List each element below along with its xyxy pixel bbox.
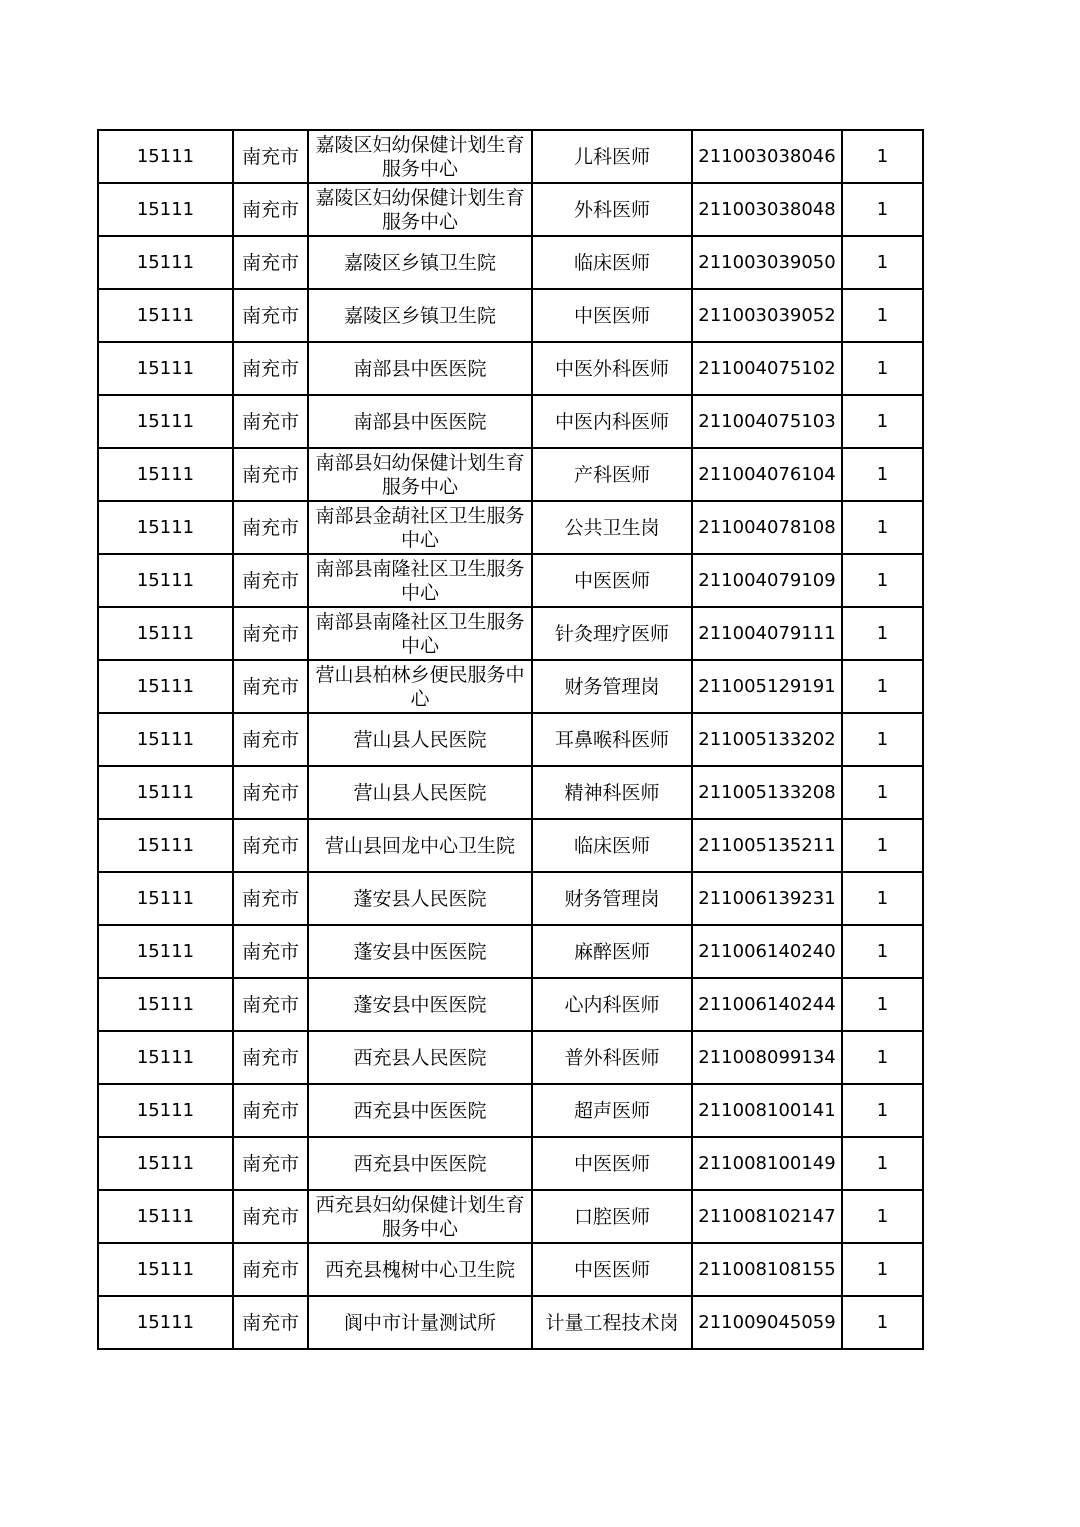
exam-code-cell: 15111 [98, 713, 233, 766]
unit-cell: 营山县回龙中心卫生院 [308, 819, 532, 872]
position-code-cell: 211005133202 [692, 713, 842, 766]
table-row [98, 1296, 923, 1349]
position-cell: 临床医师 [532, 236, 692, 289]
quota-cell: 1 [842, 1137, 923, 1190]
position-cell: 产科医师 [532, 448, 692, 501]
unit-cell: 西充县中医医院 [308, 1084, 532, 1137]
table-row [98, 289, 923, 342]
table-row [98, 607, 923, 660]
quota-cell: 1 [842, 395, 923, 448]
city-cell: 南充市 [233, 289, 308, 342]
position-cell: 口腔医师 [532, 1190, 692, 1243]
quota-cell: 1 [842, 925, 923, 978]
table-row [98, 766, 923, 819]
quota-cell: 1 [842, 766, 923, 819]
position-cell: 普外科医师 [532, 1031, 692, 1084]
unit-cell: 南部县中医医院 [308, 342, 532, 395]
quota-cell: 1 [842, 289, 923, 342]
position-code-cell: 211005135211 [692, 819, 842, 872]
position-code-cell: 211003039050 [692, 236, 842, 289]
position-cell: 中医内科医师 [532, 395, 692, 448]
unit-cell: 西充县人民医院 [308, 1031, 532, 1084]
position-code-cell: 211005133208 [692, 766, 842, 819]
city-cell: 南充市 [233, 713, 308, 766]
exam-code-cell: 15111 [98, 1190, 233, 1243]
quota-cell: 1 [842, 1243, 923, 1296]
table-row [98, 1243, 923, 1296]
exam-code-cell: 15111 [98, 872, 233, 925]
table-row [98, 872, 923, 925]
exam-code-cell: 15111 [98, 1296, 233, 1349]
exam-code-cell: 15111 [98, 766, 233, 819]
table-row [98, 342, 923, 395]
city-cell: 南充市 [233, 1296, 308, 1349]
job-table [97, 129, 924, 1350]
position-cell: 中医医师 [532, 289, 692, 342]
exam-code-cell: 15111 [98, 448, 233, 501]
exam-code-cell: 15111 [98, 554, 233, 607]
quota-cell: 1 [842, 1296, 923, 1349]
unit-cell: 营山县人民医院 [308, 713, 532, 766]
unit-cell: 蓬安县人民医院 [308, 872, 532, 925]
position-cell: 麻醉医师 [532, 925, 692, 978]
unit-cell: 南部县中医医院 [308, 395, 532, 448]
unit-cell: 南部县南隆社区卫生服务中心 [308, 554, 532, 607]
unit-cell: 南部县南隆社区卫生服务中心 [308, 607, 532, 660]
city-cell: 南充市 [233, 766, 308, 819]
position-cell: 精神科医师 [532, 766, 692, 819]
unit-cell: 嘉陵区妇幼保健计划生育服务中心 [308, 130, 532, 183]
city-cell: 南充市 [233, 1190, 308, 1243]
table-row [98, 1190, 923, 1243]
position-cell: 中医医师 [532, 1137, 692, 1190]
city-cell: 南充市 [233, 925, 308, 978]
city-cell: 南充市 [233, 1243, 308, 1296]
position-code-cell: 211004078108 [692, 501, 842, 554]
exam-code-cell: 15111 [98, 925, 233, 978]
table-row [98, 130, 923, 183]
position-code-cell: 211008108155 [692, 1243, 842, 1296]
exam-code-cell: 15111 [98, 183, 233, 236]
position-cell: 财务管理岗 [532, 660, 692, 713]
position-cell: 计量工程技术岗 [532, 1296, 692, 1349]
quota-cell: 1 [842, 130, 923, 183]
exam-code-cell: 15111 [98, 1137, 233, 1190]
table-row [98, 448, 923, 501]
quota-cell: 1 [842, 183, 923, 236]
city-cell: 南充市 [233, 130, 308, 183]
position-code-cell: 211008100141 [692, 1084, 842, 1137]
table-row [98, 554, 923, 607]
city-cell: 南充市 [233, 1137, 308, 1190]
exam-code-cell: 15111 [98, 1031, 233, 1084]
city-cell: 南充市 [233, 872, 308, 925]
table-row [98, 660, 923, 713]
quota-cell: 1 [842, 1084, 923, 1137]
job-table-body [98, 130, 923, 1349]
city-cell: 南充市 [233, 448, 308, 501]
table-row [98, 183, 923, 236]
quota-cell: 1 [842, 819, 923, 872]
exam-code-cell: 15111 [98, 342, 233, 395]
table-row [98, 236, 923, 289]
position-cell: 儿科医师 [532, 130, 692, 183]
position-cell: 公共卫生岗 [532, 501, 692, 554]
city-cell: 南充市 [233, 183, 308, 236]
unit-cell: 营山县人民医院 [308, 766, 532, 819]
position-cell: 超声医师 [532, 1084, 692, 1137]
quota-cell: 1 [842, 872, 923, 925]
position-cell: 中医外科医师 [532, 342, 692, 395]
city-cell: 南充市 [233, 554, 308, 607]
quota-cell: 1 [842, 501, 923, 554]
table-row [98, 713, 923, 766]
position-cell: 临床医师 [532, 819, 692, 872]
unit-cell: 嘉陵区乡镇卫生院 [308, 236, 532, 289]
city-cell: 南充市 [233, 819, 308, 872]
position-cell: 财务管理岗 [532, 872, 692, 925]
unit-cell: 蓬安县中医医院 [308, 925, 532, 978]
city-cell: 南充市 [233, 607, 308, 660]
position-code-cell: 211004079109 [692, 554, 842, 607]
exam-code-cell: 15111 [98, 607, 233, 660]
city-cell: 南充市 [233, 501, 308, 554]
exam-code-cell: 15111 [98, 978, 233, 1031]
table-row [98, 1084, 923, 1137]
exam-code-cell: 15111 [98, 289, 233, 342]
city-cell: 南充市 [233, 395, 308, 448]
table-row [98, 978, 923, 1031]
position-code-cell: 211003038046 [692, 130, 842, 183]
position-code-cell: 211003038048 [692, 183, 842, 236]
position-code-cell: 211006140240 [692, 925, 842, 978]
unit-cell: 嘉陵区妇幼保健计划生育服务中心 [308, 183, 532, 236]
table-row [98, 501, 923, 554]
position-cell: 中医医师 [532, 1243, 692, 1296]
city-cell: 南充市 [233, 236, 308, 289]
city-cell: 南充市 [233, 1031, 308, 1084]
quota-cell: 1 [842, 236, 923, 289]
city-cell: 南充市 [233, 342, 308, 395]
position-code-cell: 211004079111 [692, 607, 842, 660]
quota-cell: 1 [842, 448, 923, 501]
exam-code-cell: 15111 [98, 1243, 233, 1296]
exam-code-cell: 15111 [98, 1084, 233, 1137]
position-cell: 中医医师 [532, 554, 692, 607]
unit-cell: 南部县妇幼保健计划生育服务中心 [308, 448, 532, 501]
exam-code-cell: 15111 [98, 236, 233, 289]
table-row [98, 1031, 923, 1084]
unit-cell: 阆中市计量测试所 [308, 1296, 532, 1349]
position-code-cell: 211008099134 [692, 1031, 842, 1084]
exam-code-cell: 15111 [98, 819, 233, 872]
position-code-cell: 211009045059 [692, 1296, 842, 1349]
table-row [98, 925, 923, 978]
unit-cell: 南部县金葫社区卫生服务中心 [308, 501, 532, 554]
quota-cell: 1 [842, 342, 923, 395]
position-cell: 耳鼻喉科医师 [532, 713, 692, 766]
city-cell: 南充市 [233, 660, 308, 713]
quota-cell: 1 [842, 607, 923, 660]
unit-cell: 嘉陵区乡镇卫生院 [308, 289, 532, 342]
quota-cell: 1 [842, 660, 923, 713]
city-cell: 南充市 [233, 978, 308, 1031]
position-code-cell: 211006140244 [692, 978, 842, 1031]
exam-code-cell: 15111 [98, 501, 233, 554]
unit-cell: 西充县妇幼保健计划生育服务中心 [308, 1190, 532, 1243]
quota-cell: 1 [842, 554, 923, 607]
exam-code-cell: 15111 [98, 395, 233, 448]
table-row [98, 1137, 923, 1190]
unit-cell: 蓬安县中医医院 [308, 978, 532, 1031]
exam-code-cell: 15111 [98, 130, 233, 183]
unit-cell: 营山县柏林乡便民服务中心 [308, 660, 532, 713]
position-code-cell: 211008102147 [692, 1190, 842, 1243]
position-cell: 针灸理疗医师 [532, 607, 692, 660]
position-code-cell: 211005129191 [692, 660, 842, 713]
unit-cell: 西充县槐树中心卫生院 [308, 1243, 532, 1296]
position-code-cell: 211003039052 [692, 289, 842, 342]
position-cell: 心内科医师 [532, 978, 692, 1031]
quota-cell: 1 [842, 1031, 923, 1084]
position-code-cell: 211004075103 [692, 395, 842, 448]
position-cell: 外科医师 [532, 183, 692, 236]
table-row [98, 819, 923, 872]
city-cell: 南充市 [233, 1084, 308, 1137]
table-row [98, 395, 923, 448]
position-code-cell: 211004075102 [692, 342, 842, 395]
position-code-cell: 211006139231 [692, 872, 842, 925]
quota-cell: 1 [842, 713, 923, 766]
position-code-cell: 211004076104 [692, 448, 842, 501]
position-code-cell: 211008100149 [692, 1137, 842, 1190]
unit-cell: 西充县中医医院 [308, 1137, 532, 1190]
quota-cell: 1 [842, 978, 923, 1031]
exam-code-cell: 15111 [98, 660, 233, 713]
quota-cell: 1 [842, 1190, 923, 1243]
